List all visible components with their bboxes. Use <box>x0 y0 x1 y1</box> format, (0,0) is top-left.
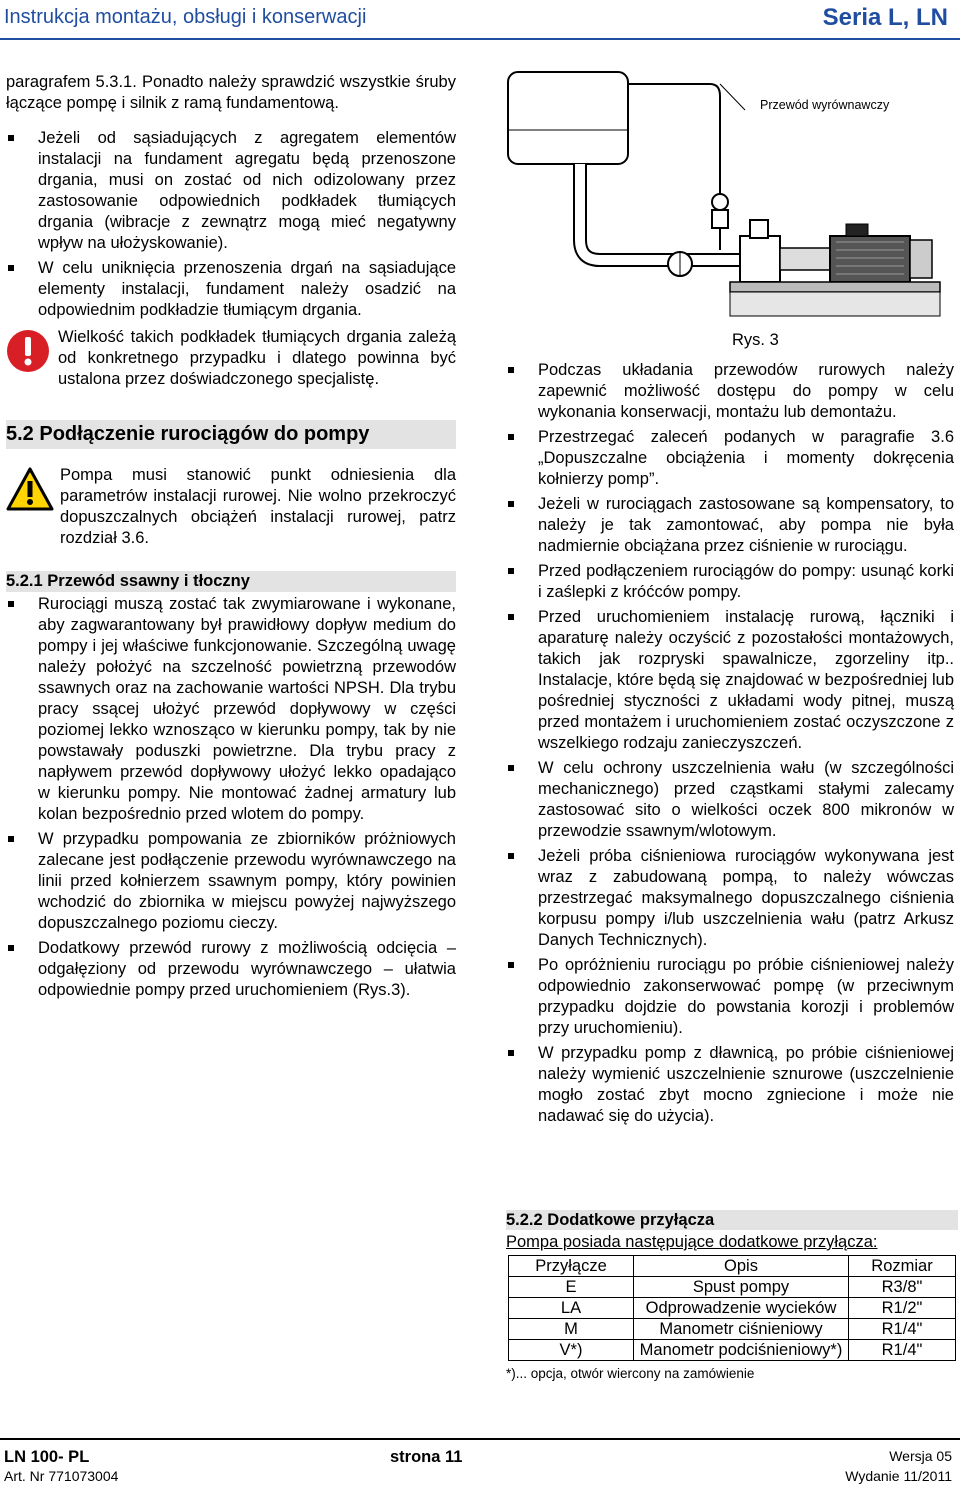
bullet-square-icon <box>8 265 14 271</box>
subsection-heading: 5.2.1 Przewód ssawny i tłoczny <box>6 571 456 592</box>
bullet-text: W przypadku pompowania ze zbiorników próżniowych zalecane jest podłączenie przewodu wyrównawczego na linii przed kołnierzem ssawnym pompy, który powinien wchodzić do zbiornika w miejscu powyżej najwyższego dopuszczalnego poziomu cieczy. <box>38 830 456 932</box>
edition-label: Wydanie 11/2011 <box>845 1468 952 1484</box>
subsection-heading: 5.2.2 Dodatkowe przyłącza <box>506 1210 958 1230</box>
figure-label: Przewód wyrównawczy <box>760 98 890 112</box>
bullet-text: Jeżeli próba ciśnieniowa rurociągów wykonywana jest wraz z zabudowaną pompą, to należy wówczas przestrzegać maksymalnego dopuszczalnego ciśnienia korpusu pompy i/lub uszczelnienia wału (patrz Arkusz Danych Technicznych). <box>538 847 954 949</box>
bullet-item <box>6 594 456 825</box>
bullet-square-icon <box>508 434 514 440</box>
bullet-item <box>506 846 954 951</box>
bullet-square-icon <box>8 836 14 842</box>
figure-caption: Rys. 3 <box>732 331 779 349</box>
bullet-text: W celu ochrony uszczelnienia wału (w szczególności mechanicznego) przed cząstkami stałymi zalecamy zastosować sito o wielkości oczek 800 mikronów w przewodzie ssawnym/wlotowym. <box>538 759 954 840</box>
bullet-square-icon <box>8 601 14 607</box>
bullet-text: Przestrzegać zaleceń podanych w paragrafie 3.6 „Dopuszczalne obciążenia i momenty dokręcenia kołnierzy pomp”. <box>538 428 954 488</box>
warning-note <box>6 465 456 549</box>
bullet-text: Po opróżnieniu rurociągu po próbie ciśnieniowej należy odpowiednio zakonserwować pompę (w przeciwnym przypadku dojdzie do powstania korozji i problemów przy uruchomieniu). <box>538 956 954 1037</box>
table-row <box>509 1319 956 1340</box>
header-rule <box>0 38 960 40</box>
table-header-cell: Przyłącze <box>509 1256 634 1277</box>
warning-text: Pompa musi stanowić punkt odniesienia dla parametrów instalacji rurowej. Nie wolno przekroczyć dopuszczalnych obciążeń instalacji rurowej, patrz rozdział 3.6. <box>60 466 456 547</box>
bullet-text: Jeżeli w rurociągach zastosowane są kompensatory, to należy je tak zamontować, aby pompa nie była nadmiernie obciążana przez ciśnienie w rurociągu. <box>538 495 954 555</box>
bullet-text: Podczas układania przewodów rurowych należy zapewnić możliwość dostępu do pompy w celu wykonania konserwacji, montażu lub demontażu. <box>538 361 954 421</box>
section-heading: 5.2 Podłączenie rurociągów do pompy <box>6 420 456 449</box>
bullet-square-icon <box>508 501 514 507</box>
bullet-item <box>506 1043 954 1127</box>
right-column <box>506 360 954 1131</box>
table-header-row <box>509 1256 956 1277</box>
table-cell: R1/4" <box>849 1340 956 1361</box>
bullet-text: Rurociągi muszą zostać tak zwymiarowane i wykonane, aby zagwarantowany był prawidłowy dopływ medium do pompy i jej właściwe funkcjonowanie. Szczególną uwagę należy położyć na szczelność powietrzną przewodów ssawnych oraz na zachowanie wartości NPSH. Dla trybu pracy ssącej ułożyć przewód dopływowy w części poziomej lekko wznosząco w kierunku pompy, tak by nie powstawały poduszki powietrzne. Dla trybu pracy z napływem przewód dopływowy ułożyć lekko opadająco w kierunku pompy. Nie montować żadnej armatury lub kolan bezpośrednio przed wlotem do pompy. <box>38 595 456 823</box>
bullet-square-icon <box>508 1050 514 1056</box>
table-cell: Manometr ciśnieniowy <box>634 1319 849 1340</box>
bullet-square-icon <box>8 945 14 951</box>
bullet-text: Przed podłączeniem rurociągów do pompy: usunąć korki i zaślepki z króćców pompy. <box>538 562 954 601</box>
series-label: Seria L, LN <box>822 4 948 31</box>
additional-intro: Pompa posiada następujące dodatkowe przyłącza: <box>506 1233 878 1251</box>
bullet-square-icon <box>508 614 514 620</box>
bullet-square-icon <box>508 853 514 859</box>
bullet-square-icon <box>508 962 514 968</box>
warning-triangle-icon <box>6 467 54 517</box>
pump-drawing <box>500 70 960 330</box>
table-cell: R1/4" <box>849 1319 956 1340</box>
table-cell: R1/2" <box>849 1298 956 1319</box>
bullet-item <box>506 360 954 423</box>
document-code: LN 100- PL <box>4 1448 90 1466</box>
left-column <box>6 72 456 1005</box>
version-label: Wersja 05 <box>889 1448 952 1464</box>
table-header-cell: Opis <box>634 1256 849 1277</box>
table-cell: Spust pompy <box>634 1277 849 1298</box>
footer-rule <box>0 1438 960 1440</box>
table-cell: R3/8" <box>849 1277 956 1298</box>
bullet-item <box>506 955 954 1039</box>
table-cell: Odprowadzenie wycieków <box>634 1298 849 1319</box>
bullet-item <box>506 607 954 754</box>
bullet-item <box>6 128 456 254</box>
bullet-item <box>506 561 954 603</box>
bullet-square-icon <box>508 568 514 574</box>
bullet-item <box>506 427 954 490</box>
page-header <box>0 0 960 40</box>
document-title: Instrukcja montażu, obsługi i konserwacji <box>4 6 367 28</box>
pump-installation-figure <box>500 70 960 350</box>
table-cell: M <box>509 1319 634 1340</box>
connections-table <box>508 1255 956 1361</box>
additional-connections <box>506 1210 958 1384</box>
bullet-text: W celu uniknięcia przenoszenia drgań na sąsiadujące elementy instalacji, fundament należy osadzić na odpowiednim podkładzie tłumiącym drgania. <box>38 259 456 319</box>
bullet-item <box>6 829 456 934</box>
table-row <box>509 1298 956 1319</box>
table-cell: E <box>509 1277 634 1298</box>
bullet-square-icon <box>508 367 514 373</box>
table-cell: V*) <box>509 1340 634 1361</box>
bullet-square-icon <box>8 135 14 141</box>
bullet-square-icon <box>508 765 514 771</box>
bullet-item <box>6 938 456 1001</box>
table-cell: LA <box>509 1298 634 1319</box>
table-row <box>509 1277 956 1298</box>
table-cell: Manometr podciśnieniowy*) <box>634 1340 849 1361</box>
bullet-item <box>506 494 954 557</box>
table-row <box>509 1340 956 1361</box>
bullet-text: Dodatkowy przewód rurowy z możliwością odcięcia – odgałęziony od przewodu wyrównawczego – ułatwia odpowiednie pompy przed uruchomieniem (Rys.3). <box>38 939 456 999</box>
table-footnote: *)... opcja, otwór wiercony na zamówienie <box>506 1366 755 1381</box>
attention-note <box>6 327 456 390</box>
intro-paragraph: paragrafem 5.3.1. Ponadto należy sprawdzić wszystkie śruby łączące pompę i silnik z ramą fundamentową. <box>6 73 456 112</box>
bullet-text: Jeżeli od sąsiadujących z agregatem elementów instalacji na fundament agregatu będą przenoszone drgania, musi on zostać od nich odizolowany przez zastosowanie odpowiednich podkładek tłumiących drgania (wibracje z zewnątrz mogą mieć negatywny wpływ na ułożyskowanie). <box>38 129 456 252</box>
bullet-item <box>6 258 456 321</box>
exclamation-circle-icon <box>6 329 50 379</box>
note-text: Wielkość takich podkładek tłumiących drgania zależą od konkretnego przypadku i dlatego powinna być ustalona przez doświadczonego specjalistę. <box>58 328 456 388</box>
bullet-text: W przypadku pomp z dławnicą, po próbie ciśnieniowej należy wymienić uszczelnienie sznurowe (uszczelnienie mogło zostać zbyt mocno zgniecione i może nie nadawać się do użycia). <box>538 1044 954 1125</box>
bullet-text: Przed uruchomieniem instalację rurową, łączniki i aparaturę należy oczyścić z pozostałości montażowych, takich jak rozpryski spawalnicze, zgorzeliny itp.. Instalacje, które będą się znajdować w bezpośredniej lub pośredniej styczności z układami wody pitnej, muszą przed montażem i uruchomieniem zostać oczyszczone z wszelkiego rodzaju zanieczyszczeń. <box>538 608 954 752</box>
table-header-cell: Rozmiar <box>849 1256 956 1277</box>
bullet-item <box>506 758 954 842</box>
article-number: Art. Nr 771073004 <box>4 1468 119 1484</box>
page-number: strona 11 <box>390 1448 463 1466</box>
